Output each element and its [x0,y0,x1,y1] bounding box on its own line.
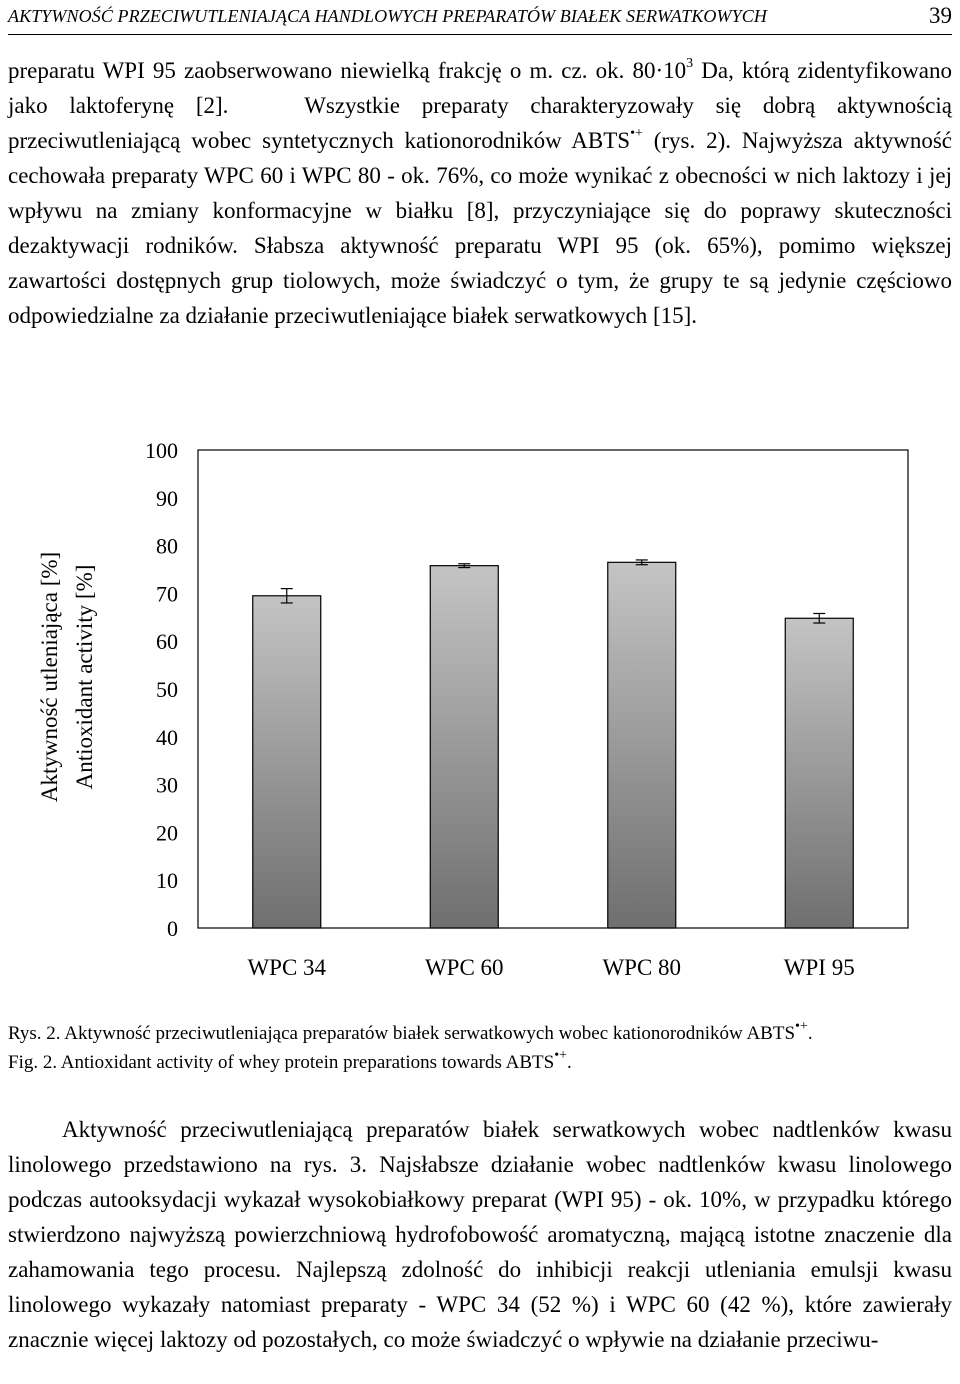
paragraph-2-text: Aktywność przeciwutleniającą preparatów białek serwatkowych wobec nadtlenków kwasu linolowego przedstawiono na rys. 3. Najsłabsze działanie wobec nadtlenków kwasu linolowego podczas autooksydacji wykazał wysokobiałkowy preparat (WPI 95) - ok. 10%, w przypadku którego stwierdzono najwyższą powierzchniową hydrofobowość aromatyczną, mającą istotne znaczenie dla zahamowania tego procesu. Najlepszą zdolność do inhibicji reakcji utleniania emulsji kwasu linolowego wykazały natomiast preparaty - WPC 34 (52 %) i WPC 60 (42 %), które zawierały znacznie więcej laktozy od pozostałych, co może świadczyć o wpływie na działanie przeciwu- [8,1117,952,1352]
y-tick-label: 20 [156,820,178,846]
y-tick-label: 50 [156,677,178,702]
y-tick-label: 60 [156,629,178,655]
caption-polish-superscript: •+ [795,1018,808,1034]
x-tick-label: WPC 80 [602,955,682,980]
y-tick-label: 0 [167,916,178,941]
figure-caption-polish [8,1020,813,1048]
paragraph-1-text-d: (rys. 2). Najwyższa aktywność cechowała preparaty WPC 60 i WPC 80 - ok. 76%, co może wynikać z obecności w nich laktozy i jej wpływu na zmiany konformacyjne w białku [8], przyczyniające się do poprawy skuteczności dezaktywacji rodników. Słabsza aktywność preparatu WPI 95 (ok. 65%), pomimo większej zawartości dostępnych grup tiolowych, może świadczyć o tym, że grupy te są jedynie częściowo odpowiedzialne za działanie przeciwutleniające białek serwatkowych [15]. [8,128,952,328]
bar [608,562,676,928]
superscript-exponent: 3 [686,56,694,72]
bar [430,566,498,928]
bar [785,618,853,928]
x-tick-label: WPI 95 [783,955,855,980]
caption-english-end: . [566,1052,572,1073]
paragraph-1-text-c: Wszystkie preparaty charakteryzowały się dobrą aktywnością przeciwutleniającą wobec syntetycznych kationorodników ABTS [8,93,952,153]
page-number: 39 [929,3,952,28]
y-tick-label: 90 [156,485,178,511]
figure-caption-english [8,1049,572,1077]
y-tick-label: 70 [156,581,178,607]
caption-polish-text: Rys. 2. Aktywność przeciwutleniająca preparatów białek serwatkowych wobec kationorodników ABTS [8,1023,796,1044]
caption-polish-end: . [807,1023,813,1044]
caption-english-superscript: •+ [554,1047,567,1063]
x-tick-label: WPC 34 [247,955,327,980]
y-tick-label: 40 [156,724,178,750]
caption-english-text: Fig. 2. Antioxidant activity of whey protein preparations towards ABTS [8,1052,555,1073]
y-tick-label: 100 [145,438,178,463]
y-tick-label: 30 [156,772,178,798]
y-tick-label: 80 [156,533,178,559]
y-tick-label: 10 [156,868,178,894]
body-paragraph-1 [8,53,952,333]
y-tick-labels [145,438,178,941]
superscript-radical: •+ [630,126,643,142]
x-tick-label: WPC 60 [424,955,504,980]
y-axis-title-line-1: Aktywność utleniająca [%] [37,551,62,803]
body-paragraph-2 [8,1112,952,1357]
y-axis-title-line-2: Antioxidant activity [%] [72,564,97,790]
running-title: AKTYWNOŚĆ PRZECIWUTLENIAJĄCA HANDLOWYCH PREPARATÓW BIAŁEK SERWATKOWYCH [8,6,767,26]
paragraph-1-text-b: Da, którą zidentyfikowano jako laktoferynę [2]. [8,58,952,118]
paragraph-1-text-a: preparatu WPI 95 zaobserwowano niewielką frakcję o m. cz. ok. 80·10 [8,58,687,83]
running-header [8,2,952,35]
bar-chart [0,430,960,1010]
bar [253,596,321,928]
bars [253,560,854,928]
x-tick-labels [247,955,854,980]
